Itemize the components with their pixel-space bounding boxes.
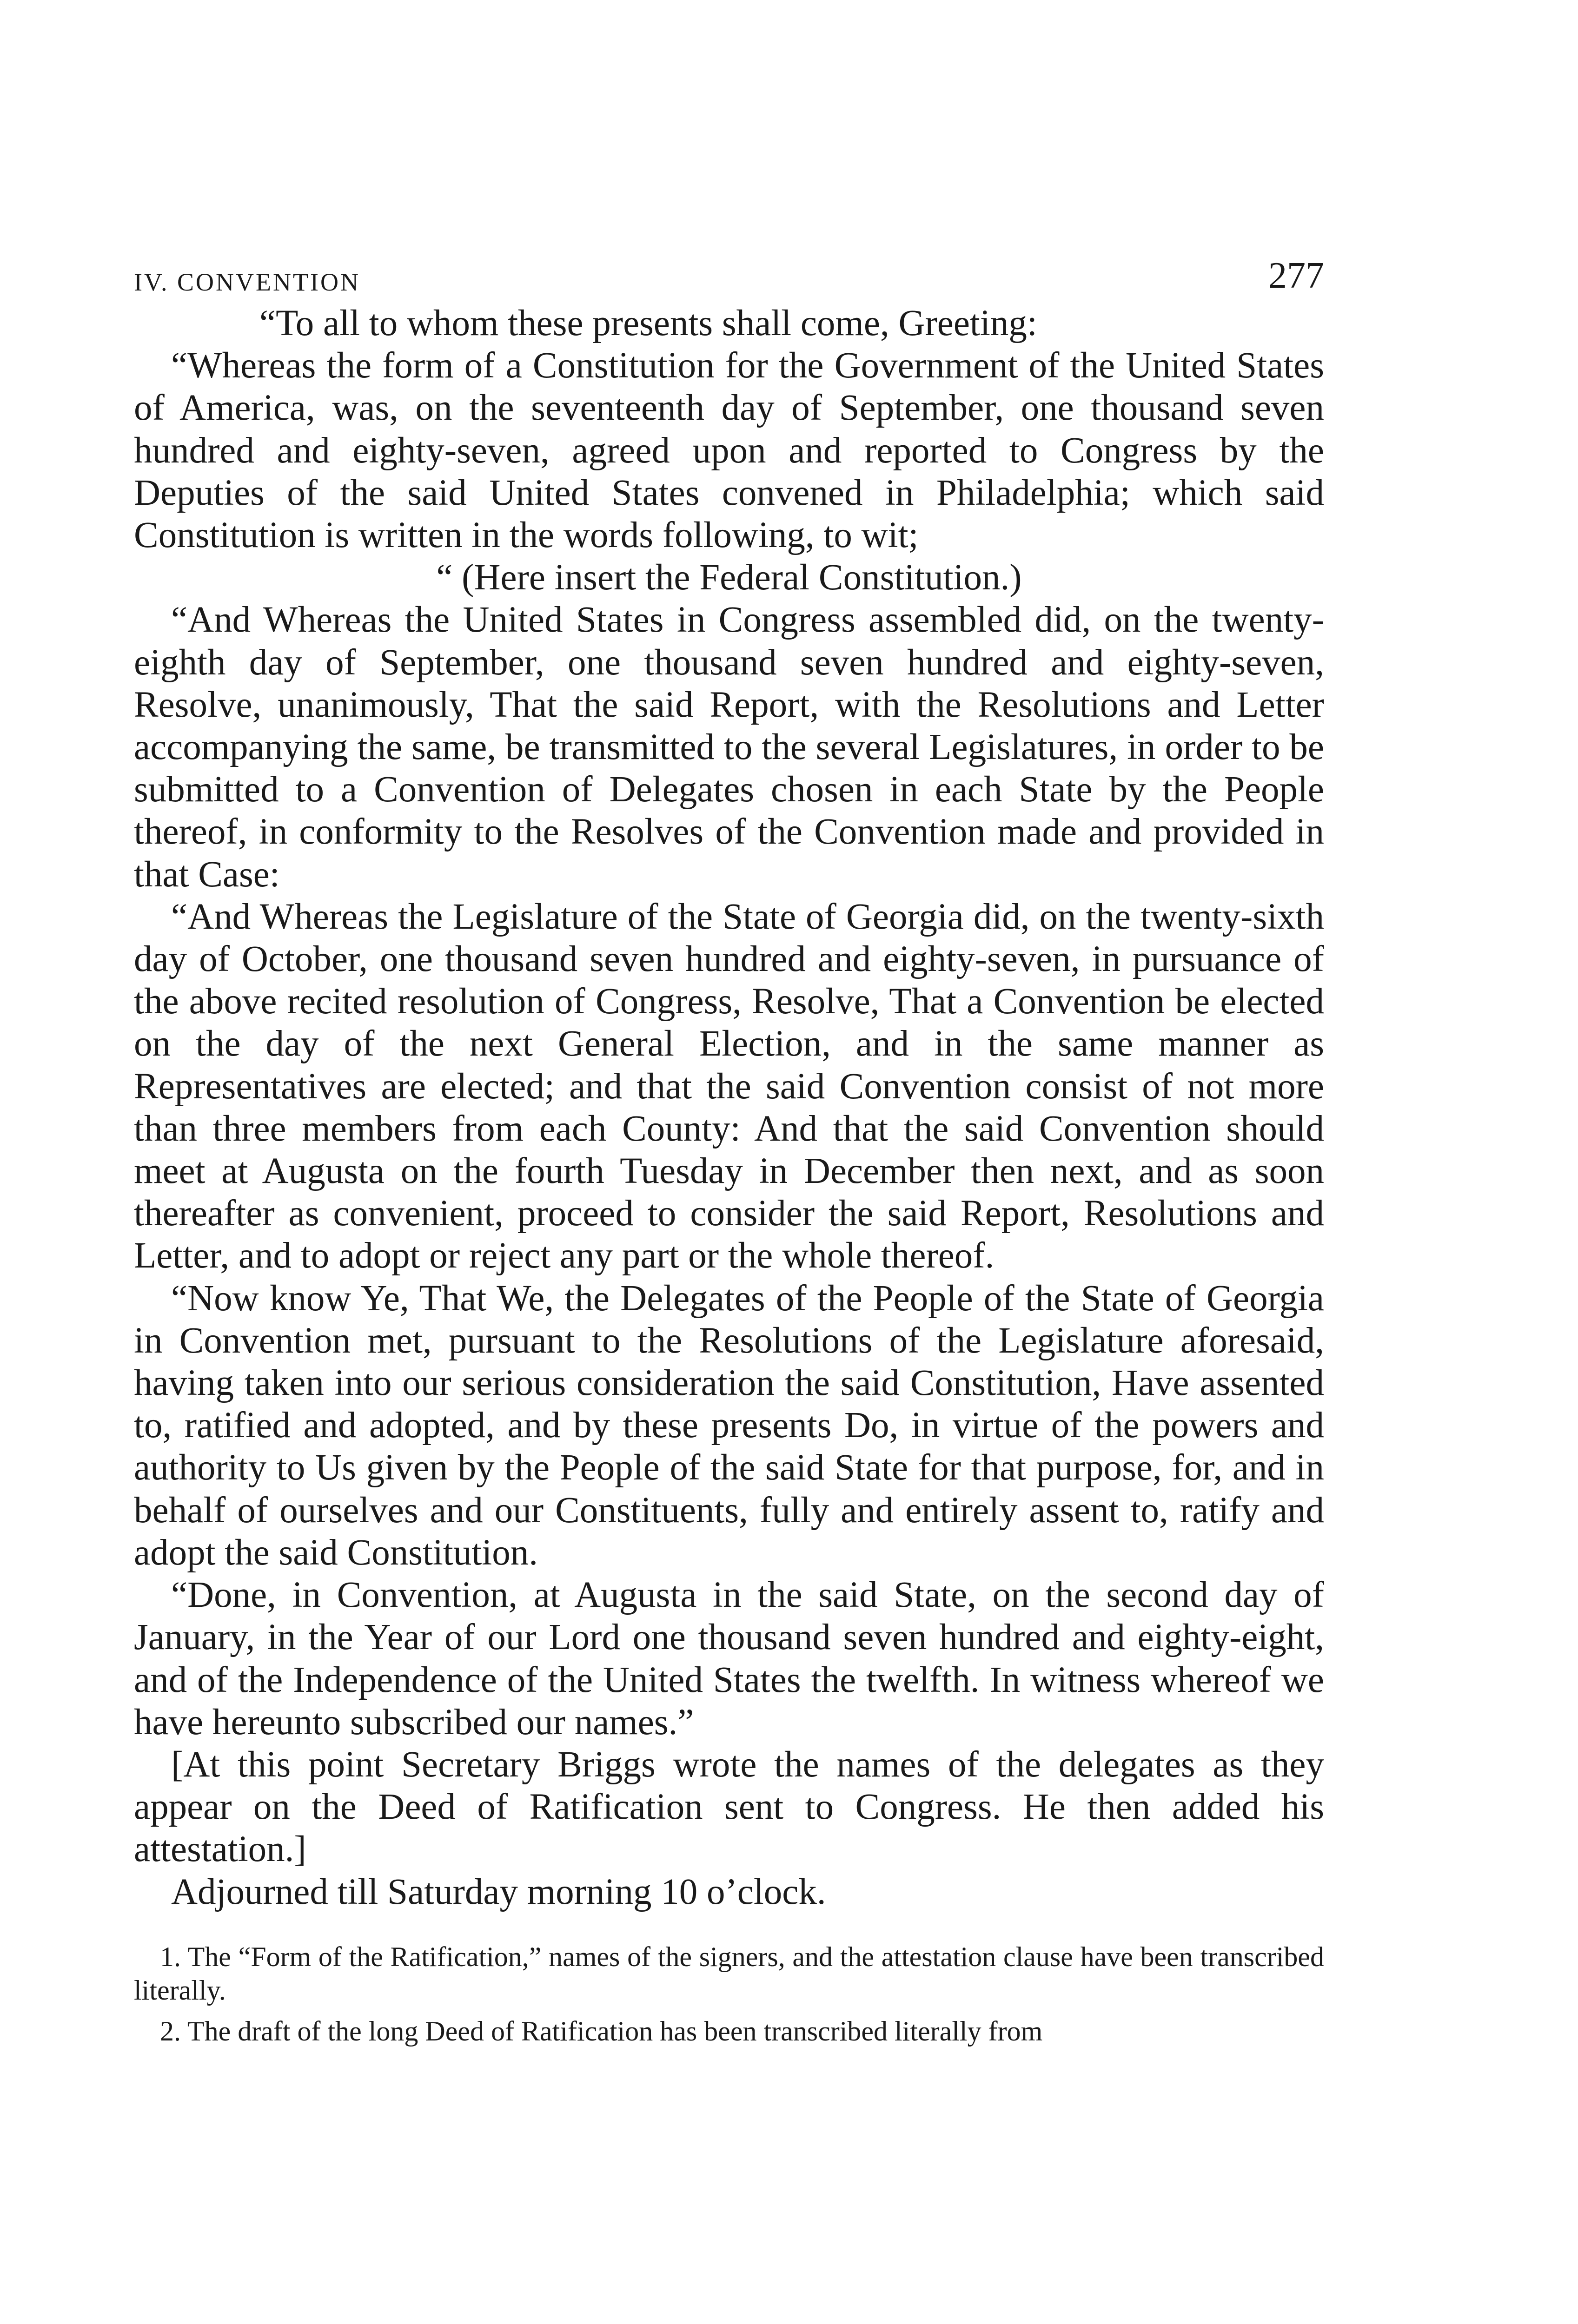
paragraph-whereas-congress: “And Whereas the United States in Congress assembled did, on the twenty-eighth day of September, one thousand seven hundred and eighty-seven, Resolve, unanimously, That the said Report, with the Resolutions and Letter accompanying the same, be transmitted to the several Legislatures, in order to be submitted to a Convention of Delegates chosen in each State by the People thereof, in conformity to the Resolves of the Convention made and provided in that Case:	[134, 600, 1324, 895]
running-header	[134, 251, 1324, 302]
paragraph-now-know-ye: “Now know Ye, That We, the Delegates of the People of the State of Georgia in Convention met, pursuant to the Resolutions of the Legislature aforesaid, having taken into our serious consideration the said Constitution, Have assented to, ratified and adopted, and by these presents Do, in virtue of the powers and authority to Us given by the People of the said State for that purpose, for, and in behalf of ourselves and our Constituents, fully and entirely assent to, ratify and adopt the said Constitution.	[134, 1278, 1324, 1573]
paragraph-insert-note: “ (Here insert the Federal Constitution.)	[436, 557, 1022, 598]
footnote-2: 2. The draft of the long Deed of Ratification has been transcribed literally from	[160, 2015, 1043, 2047]
paragraph-greeting: “To all to whom these presents shall come, Greeting:	[259, 303, 1037, 343]
paragraph-done-in-convention: “Done, in Convention, at Augusta in the said State, on the second day of January, in the Year of our Lord one thousand seven hundred and eighty-eight, and of the Independence of the United States the twelfth. In witness whereof we have hereunto subscribed our names.”	[134, 1575, 1324, 1743]
paragraph-editorial-note: [At this point Secretary Briggs wrote the names of the delegates as they appear on the Deed of Ratification sent to Congress. He then added his attestation.]	[134, 1744, 1324, 1870]
document-page	[134, 251, 1324, 2055]
paragraph-whereas-constitution: “Whereas the form of a Constitution for the Government of the United States of America, was, on the seventeenth day of September, one thousand seven hundred and eighty-seven, agreed upon and reported to Congress by the Deputies of the said United States convened in Philadelphia; which said Constitution is written in the words following, to wit;	[134, 345, 1324, 556]
paragraph-whereas-legislature: “And Whereas the Legislature of the State of Georgia did, on the twenty-sixth day of October, one thousand seven hundred and eighty-seven, in pursuance of the above recited resolution of Congress, Resolve, That a Convention be elected on the day of the next General Election, and in the same manner as Representatives are elected; and that the said Convention consist of not more than three members from each County: And that the said Convention should meet at Augusta on the fourth Tuesday in December then next, and as soon thereafter as convenient, proceed to consider the said Report, Resolutions and Letter, and to adopt or reject any part or the whole thereof.	[134, 896, 1324, 1276]
footnote-1: 1. The “Form of the Ratification,” names of the signers, and the attestation clause have been transcribed literally.	[134, 1941, 1324, 2006]
section-title: IV. CONVENTION	[134, 268, 360, 296]
page-number: 277	[1268, 255, 1324, 296]
footnotes	[134, 1940, 1324, 2048]
paragraph-adjourned: Adjourned till Saturday morning 10 o’clock.	[171, 1871, 826, 1912]
body-text	[134, 302, 1324, 1913]
